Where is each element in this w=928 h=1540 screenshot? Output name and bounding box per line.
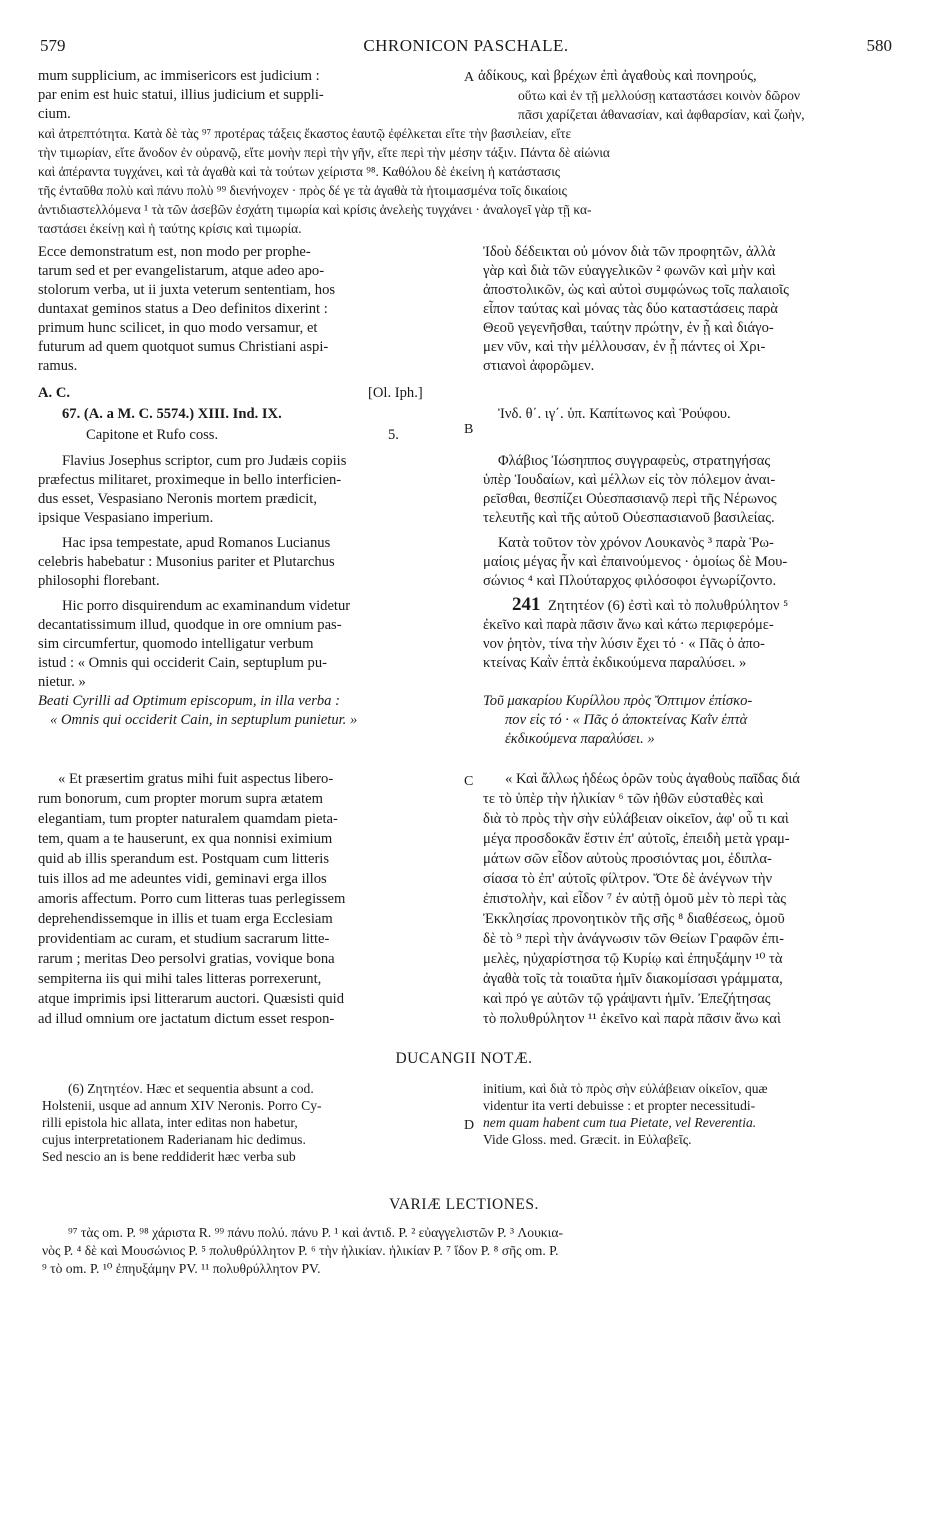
note-line: initium, καὶ διὰ τὸ πρὸς σὴν εὐλάβειαν οἰκεῖον, quæ bbox=[483, 1081, 768, 1096]
latin-line: quid ab illis sperandum est. Postquam cum litteris bbox=[38, 851, 330, 867]
greek-heading-line: ἐκδικούμενα παραλύσει. » bbox=[505, 731, 655, 747]
note-line: Sed nescio an is bene reddiderit hæc verba sub bbox=[42, 1149, 296, 1164]
latin-line: ramus. bbox=[38, 358, 78, 374]
latin-line: primum hunc scilicet, in quo modo versamur, et bbox=[38, 320, 318, 336]
latin-line: sim circumfertur, quomodo intelligatur verbum bbox=[38, 636, 314, 652]
greek-line: ἀγαθὰ τοῖς τὰ τοιαῦτα ἡμῖν διακομίσασι γράμματα, bbox=[483, 971, 783, 987]
latin-line: Hac ipsa tempestate, apud Romanos Lucianus bbox=[62, 535, 331, 551]
latin-line: celebris habebatur : Musonius pariter et Plutarchus bbox=[38, 554, 335, 570]
greek-line: ρεῖσθαι, θεσπίζει Οὐεσπασιανῷ περὶ τῆς Νέρωνος bbox=[483, 491, 777, 507]
page-number-right: 580 bbox=[866, 36, 892, 55]
greek-line: Φλάβιος Ἰώσηππος συγγραφεὺς, στρατηγήσας bbox=[498, 453, 771, 469]
note-line: Vide Gloss. med. Græcit. in Εὐλαβεῖς. bbox=[483, 1132, 692, 1147]
greek-line: ἀδίκους, καὶ βρέχων ἐπὶ ἀγαθοὺς καὶ πονηρούς, bbox=[478, 68, 757, 84]
greek-line: τὴν τιμωρίαν, εἴτε ἄνοδον ἐν οὐρανῷ, εἴτε μονὴν περὶ τὴν γῆν, εἴτε περὶ τὴν μέσην τάξιν. Πάντα δὲ αἰώνια bbox=[38, 145, 610, 160]
latin-line: ipsique Vespasiano imperium. bbox=[38, 510, 214, 526]
latin-line: atque imprimis ipsi litterarum auctori. Quæsisti quid bbox=[38, 991, 345, 1007]
latin-line: rum bonorum, cum propter morum supra ætatem bbox=[38, 791, 323, 807]
latin-line: Flavius Josephus scriptor, cum pro Judæis copiis bbox=[62, 453, 347, 469]
greek-line: σίασα τὸ ἐπ' αὐτοῖς φίλτρον. Ὅτε δὲ ἀνέγνων τὴν bbox=[483, 871, 773, 887]
latin-line: amoris affectum. Porro cum litteras tuas perlegissem bbox=[38, 891, 346, 907]
latin-line: decantatissimum illud, quodque in ore omnium pas- bbox=[38, 617, 342, 633]
greek-heading-line: πον εἰς τό · « Πᾶς ὁ ἀποκτείνας Καῒν ἑπτὰ bbox=[505, 712, 748, 728]
greek-line: Ἰδοὺ δέδεικται οὐ μόνον διὰ τῶν προφητῶν, ἀλλὰ bbox=[483, 244, 776, 260]
greek-line: εἶπον ταύτας καὶ μόνας τὰς δύο καταστάσεις παρὰ bbox=[483, 301, 778, 317]
latin-line: sempiterna iis qui mihi tales litteras porrexerunt, bbox=[38, 971, 322, 987]
greek-line: τε τὸ ὑπὲρ τὴν ἡλικίαν ⁶ τῶν ἠθῶν εὐσταθὲς καὶ bbox=[483, 791, 764, 807]
margin-letter-d: D bbox=[464, 1118, 475, 1133]
greek-line: καὶ πρό γε αὐτῶν τῷ γράψαντι ἡμῖν. Ἐπεζήτησας bbox=[483, 991, 771, 1007]
variant-line: ⁹⁷ τὰς om. P. ⁹⁸ χάριστα R. ⁹⁹ πάνυ πολύ. πάνυ P. ¹ καὶ ἀντιδ. P. ² εὐαγγελιστῶν P. ³ Λουκια- bbox=[68, 1225, 563, 1240]
page-title: CHRONICON PASCHALE. bbox=[363, 36, 569, 55]
margin-letter-a: A bbox=[464, 70, 475, 85]
note-line: videntur ita verti debuisse : et propter necessitudi- bbox=[483, 1098, 756, 1113]
greek-line: μεν νῦν, καὶ τὴν μέλλουσαν, ἐν ᾗ πάντες οἱ Χρι- bbox=[483, 339, 766, 355]
greek-line: ὑπὲρ Ἰουδαίων, καὶ μέλλων εἰς τὸν πόλεμον ἀναι- bbox=[483, 472, 776, 488]
latin-line: rarum ; meritas Deo persolvi gratias, vovique bona bbox=[38, 951, 335, 967]
latin-line: tem, quam a te hauserunt, ex qua nonnisi eximium bbox=[38, 831, 333, 847]
latin-line: cium. bbox=[38, 106, 71, 122]
latin-heading-line: « Omnis qui occiderit Cain, in septuplum punietur. » bbox=[50, 712, 358, 728]
greek-line: τελευτῆς καὶ τῆς αὐτοῦ Οὐεσπασιανοῦ βασιλείας. bbox=[483, 510, 775, 526]
greek-line: δὲ τὸ ⁹ περὶ τὴν ἀνάγνωσιν τῶν Θείων Γραφῶν ἐπι- bbox=[483, 931, 784, 947]
running-header bbox=[40, 36, 892, 58]
greek-line: καὶ ἀτρεπτότητα. Κατὰ δὲ τὰς ⁹⁷ προτέρας τάξεις ἕκαστος ἑαυτῷ ἐφέλκεται εἴτε τὴν βασιλείαν, εἴτε bbox=[38, 126, 572, 141]
note-line: cujus interpretationem Raderianam hic dedimus. bbox=[42, 1132, 306, 1147]
greek-line: γὰρ καὶ διὰ τῶν εὐαγγελικῶν ² φωνῶν καὶ μὴν καὶ bbox=[483, 263, 776, 279]
margin-letter-b: B bbox=[464, 422, 474, 437]
greek-line: σώνιος ⁴ καὶ Πλούταρχος φιλόσοφοι ἐγνωρίζοντο. bbox=[483, 573, 777, 589]
latin-line: providentiam ac curam, et studium sacrarum litte- bbox=[38, 931, 330, 947]
greek-line: στιανοὶ ἀφορῶμεν. bbox=[483, 358, 595, 374]
greek-line: Ἐκκλησίας προνοητικὸν τῆς σῆς ⁸ διαθέσεως, ὁμοῦ bbox=[483, 911, 785, 927]
latin-line: stolorum verba, ut ii juxta veterum sententiam, hos bbox=[38, 282, 336, 298]
greek-line: νον ῥητὸν, τίνα τὴν λύσιν ἔχει τό · « Πᾶς ὁ ἀπο- bbox=[483, 636, 765, 652]
latin-line: Hic porro disquirendum ac examinandum videtur bbox=[62, 598, 351, 614]
greek-line: καὶ ἀπέραντα τυγχάνει, καὶ τὰ ἀγαθὰ καὶ τὰ τούτων χείριστα ⁹⁸. Καθόλου δὲ ἐκείνη ἡ κατάστασις bbox=[38, 164, 561, 179]
marginal-number: 241 bbox=[512, 594, 541, 615]
variae-heading: VARIÆ LECTIONES. bbox=[389, 1196, 539, 1213]
greek-line: τῆς ἐνταῦθα πολὺ καὶ πάνυ πολὺ ⁹⁹ διενήνοχεν · πρὸς δέ γε τὰ ἀγαθὰ τὰ ἡτοιμασμένα τοῖς δικαίοις bbox=[38, 183, 567, 198]
variant-line: ⁹ τὸ om. P. ¹⁰ ἐπηυξάμην PV. ¹¹ πολυθρύλλητον PV. bbox=[42, 1261, 321, 1276]
latin-line: istud : « Omnis qui occiderit Cain, septuplum pu- bbox=[38, 655, 328, 671]
latin-line: mum supplicium, ac immisericors est judicium : bbox=[38, 68, 320, 84]
latin-line: futurum ad quem quotquot sumus Christiani aspi- bbox=[38, 339, 329, 355]
greek-line: μαίοις μέγας ἦν καὶ ἐπαινούμενος · ὁμοίως δὲ Μου- bbox=[483, 554, 788, 570]
latin-line: philosophi florebant. bbox=[38, 573, 160, 589]
note-line: rilli epistola hic allata, inter editas non habetur, bbox=[42, 1115, 298, 1130]
latin-line: nietur. » bbox=[38, 674, 86, 690]
greek-line: Ζητητέον (6) ἐστὶ καὶ τὸ πολυθρύλητον ⁵ bbox=[548, 598, 789, 614]
page-number-left: 579 bbox=[40, 36, 66, 55]
greek-line: πᾶσι χαρίζεται ἀθανασίαν, καὶ ἀφθαρσίαν, καὶ ζωὴν, bbox=[518, 107, 805, 122]
greek-line: ταστάσει ἐκείνῃ καὶ ἡ ταύτης κρίσις καὶ τιμωρία. bbox=[38, 221, 302, 236]
greek-line: ἐπιστολὴν, καὶ εἶδον ⁷ ἐν αὐτῇ ὁμοῦ μὲν τὸ περὶ τὰς bbox=[483, 891, 787, 907]
latin-line: « Et præsertim gratus mihi fuit aspectus libero- bbox=[58, 771, 334, 787]
latin-line: Ecce demonstratum est, non modo per prophe- bbox=[38, 244, 311, 260]
latin-line: dus esset, Vespasiano Neronis mortem prædicit, bbox=[38, 491, 317, 507]
latin-line: deprehendissemque in illis et tuam erga Ecclesiam bbox=[38, 911, 333, 927]
greek-heading-line: Τοῦ μακαρίου Κυρίλλου πρὸς Ὄπτιμον ἐπίσκο- bbox=[483, 693, 753, 709]
latin-line: tuis illos ad me adeuntes vidi, geminavi erga illos bbox=[38, 871, 327, 887]
year-olympiad: [Ol. Iph.] bbox=[368, 385, 423, 401]
latin-heading-line: Beati Cyrilli ad Optimum episcopum, in illa verba : bbox=[38, 693, 340, 709]
latin-line: elegantiam, tum propter naturalem quamdam pieta- bbox=[38, 811, 338, 827]
greek-line: ἀποστολικῶν, ὡς καὶ αὐτοὶ συμφώνως τοῖς παλαιοῖς bbox=[483, 282, 789, 298]
note-line: nem quam habent cum tua Pietate, vel Reverentia. bbox=[483, 1115, 757, 1130]
year-ac: A. C. bbox=[38, 385, 71, 401]
greek-line: τὸ πολυθρύλητον ¹¹ ἐκεῖνο καὶ παρὰ πᾶσιν ἄνω καὶ bbox=[483, 1011, 781, 1027]
latin-line: tarum sed et per evangelistarum, atque adeo apo- bbox=[38, 263, 325, 279]
year-line: 67. (A. a M. C. 5574.) XIII. Ind. IX. bbox=[62, 406, 282, 422]
notes-heading: DUCANGII NOTÆ. bbox=[395, 1050, 533, 1067]
note-line: Holstenii, usque ad annum XIV Neronis. Porro Cy- bbox=[42, 1098, 322, 1113]
greek-line: μελὲς, ηὐχαρίστησα τῷ Κυρίῳ καὶ ἐπηυξάμην ¹⁰ τὰ bbox=[483, 951, 783, 967]
greek-line: κτείνας Καῒν ἑπτὰ ἐκδικούμενα παραλύσει. » bbox=[483, 655, 747, 671]
greek-line: οὕτω καὶ ἐν τῇ μελλούσῃ καταστάσει κοινὸν δῶρον bbox=[518, 88, 801, 103]
variant-line: νὸς P. ⁴ δὲ καὶ Μουσώνιος P. ⁵ πολυθρύλλητον P. ⁶ τὴν ἡλικίαν. ἡλικίαν P. ⁷ ἴδον P. ⁸ σῆς om. P. bbox=[42, 1243, 559, 1258]
greek-line: μάτων σῶν εἶδον αὐτοὺς προσιόντας μοι, ἐδιπλα- bbox=[483, 851, 772, 867]
greek-line: διὰ τὸ πρὸς τὴν σὴν εὐλάβειαν οἰκεῖον, ἀφ' οὗ τι καὶ bbox=[483, 811, 789, 827]
greek-line: « Καὶ ἄλλως ἡδέως ὁρῶν τοὺς ἀγαθοὺς παῖδας διά bbox=[505, 771, 800, 787]
latin-line: præfectus militaret, proximeque in bello interficien- bbox=[38, 472, 342, 488]
year-greek: Ἰνδ. θ΄. ιγ΄. ὑπ. Καπίτωνος καὶ Ῥούφου. bbox=[498, 406, 731, 422]
greek-line: ἀντιδιαστελλόμενα ¹ τὰ τῶν ἀσεβῶν ἐσχάτη τιμωρία καὶ κρίσις ἀνελεὴς τυγχάνει · ἀναλογεῖ γὰρ τῇ κα- bbox=[38, 202, 592, 217]
greek-line: ἐκεῖνο καὶ παρὰ πᾶσιν ἄνω καὶ κάτω περιφερόμε- bbox=[483, 617, 774, 633]
latin-line: par enim est huic statui, illius judicium et suppli- bbox=[38, 87, 324, 103]
note-line: (6) Ζητητέον. Hæc et sequentia absunt a cod. bbox=[68, 1081, 314, 1096]
margin-letter-c: C bbox=[464, 774, 474, 789]
year-consuls: Capitone et Rufo coss. bbox=[86, 427, 219, 443]
greek-line: Κατὰ τοῦτον τὸν χρόνον Λουκανὸς ³ παρὰ Ῥω- bbox=[498, 535, 774, 551]
greek-line: μέγα προσδοκᾶν ἔστιν ἐπ' αὐτοῖς, ἐπειδὴ μετὰ γραμ- bbox=[483, 831, 790, 847]
latin-line: duntaxat geminos status a Deo definitos dixerint : bbox=[38, 301, 328, 317]
year-consuls-number: 5. bbox=[388, 427, 399, 443]
latin-line: ad illud omnium ore jactatum dictum esset respon- bbox=[38, 1011, 335, 1027]
greek-line: Θεοῦ γεγενῆσθαι, ταύτην πρώτην, ἐν ᾗ καὶ διάγο- bbox=[483, 320, 774, 336]
